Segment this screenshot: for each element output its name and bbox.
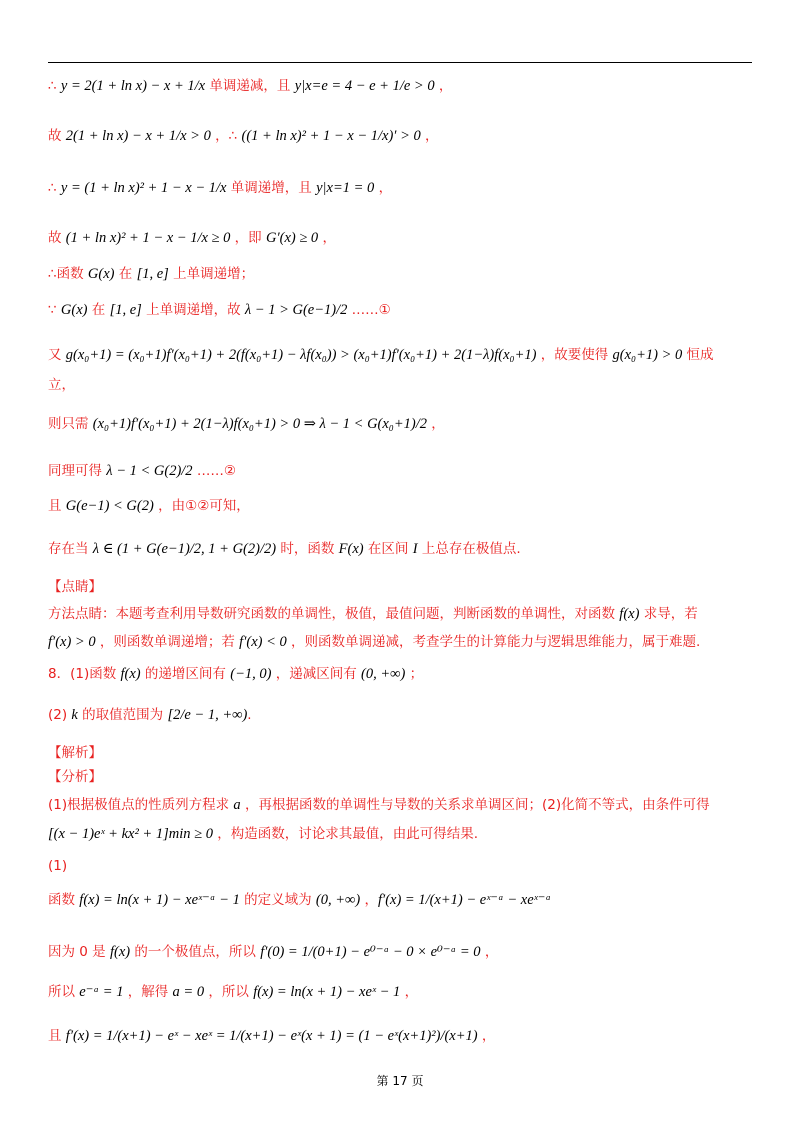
math-formula: a [233,797,241,813]
math-formula: f′(x) < 0 [239,634,287,650]
math-formula: 2(1 + ln x) − x + 1/x > 0 [65,128,211,144]
text-run: 时，函数 [276,541,339,557]
text-run: 在 [114,266,137,282]
text-run: ∴ [48,180,61,196]
text-run: 上单调递增，故 [141,302,245,318]
math-formula: e⁻ᵃ = 1 [79,984,124,1000]
text-run: 单调递增，且 [226,180,317,196]
text-line [48,888,551,909]
text-line [48,74,452,95]
text-line [48,822,478,843]
text-line [48,343,714,364]
text-run: ∴ [48,78,61,94]
text-run: ， [480,944,499,960]
math-formula: λ − 1 < G(2)/2 [106,463,193,479]
text-line [48,537,521,558]
header-rule [48,62,752,63]
math-formula: ((1 + ln x)² + 1 − x − 1/x)′ > 0 [241,128,421,144]
text-run: ，则函数单调递减，考查学生的计算能力与逻辑思维能力，属于难题. [286,634,701,650]
page-number: 第 17 页 [376,1074,424,1088]
math-formula: y|x=1 = 0 [316,180,375,196]
text-run: 【分析】 [48,769,102,785]
text-run: 在区间 [363,541,413,557]
math-formula: a = 0 [172,984,205,1000]
math-formula: λ − 1 > G(e−1)/2 [244,302,348,318]
math-formula: g(x₀+1) > 0 [612,347,683,363]
text-run: ，再根据函数的单调性与导数的关系求单调区间；(2)化简不等式，由条件可得 [240,797,710,813]
math-formula: [1, e] [136,266,169,282]
text-run: 单调递减，且 [205,78,295,94]
text-line [48,298,391,319]
math-formula: f(x) [120,666,141,682]
text-line [48,575,102,596]
text-run: ……① [347,302,391,318]
text-line [48,662,423,683]
math-formula: f′(x) = 1/(x+1) − eˣ⁻ᵃ − xeˣ⁻ᵃ [378,892,552,908]
text-run: 又 [48,347,66,363]
text-line [48,765,102,786]
math-formula: y = (1 + ln x)² + 1 − x − 1/x [60,180,227,196]
math-formula: G(e−1) < G(2) [65,498,154,514]
math-formula: f(x) = ln(x + 1) − xeˣ⁻ᵃ − 1 [79,892,240,908]
math-formula: k [71,707,78,723]
text-run: 上单调递增； [168,266,255,282]
math-formula: f(x) [109,944,131,960]
text-run: ， [360,892,378,908]
text-line [48,630,700,651]
text-run: 的一个极值点，所以 [130,944,261,960]
text-line [48,793,710,814]
text-run: ， [477,1028,496,1044]
text-run: ， [427,416,445,432]
text-run: 8．(1)函数 [48,666,121,682]
text-run: (1)根据极值点的性质列方程求 [48,797,234,813]
text-line [48,262,254,283]
text-line [48,602,698,623]
text-run: ，故要使得 [536,347,613,363]
text-line [48,494,250,515]
text-run: (2) [48,707,72,723]
math-formula: G′(x) ≥ 0 [265,230,319,246]
text-run: 函数 [48,892,80,908]
text-run: ， [434,78,453,94]
text-run: ， [374,180,393,196]
text-run: ，∴ [210,128,242,144]
math-formula: f′(x) = 1/(x+1) − eˣ − xeˣ = 1/(x+1) − eˣ(x + 1) = (1 − eˣ(x+1)²)/(x+1) [65,1028,478,1044]
text-line [48,980,418,1001]
text-run: 在 [87,302,110,318]
math-formula: y|x=e = 4 − e + 1/e > 0 [294,78,435,94]
math-formula: λ ∈ (1 + G(e−1)/2, 1 + G(2)/2) [92,541,277,557]
math-formula: G(x) [60,302,88,318]
text-line [48,741,102,762]
text-run: (1) [48,858,68,874]
math-formula: (1 + ln x)² + 1 − x − 1/x ≥ 0 [65,230,231,246]
math-formula: I [412,541,418,557]
text-run: ， [420,128,439,144]
text-run: ，所以 [204,984,254,1000]
text-line [48,176,392,197]
text-run: 【解析】 [48,745,102,761]
math-formula: (0, +∞) [361,666,406,682]
math-formula: G(x) [87,266,115,282]
text-run: ； [405,666,424,682]
text-run: 且 [48,1028,66,1044]
math-formula: f′(0) = 1/(0+1) − e⁰⁻ᵃ − 0 × e⁰⁻ᵃ = 0 [260,944,481,960]
text-run: 求导，若 [639,606,698,622]
text-line [48,1024,495,1045]
text-run: 恒成 [682,347,714,363]
text-line [48,858,67,875]
text-run: ……② [192,463,236,479]
math-formula: (x₀+1)f′(x₀+1) + 2(1−λ)f(x₀+1) > 0 ⇒ λ − 1 < G(x₀+1)/2 [92,416,427,432]
text-run: 的定义域为 [239,892,316,908]
text-run: ∵ [48,302,61,318]
text-run: 故 [48,128,66,144]
math-formula: (−1, 0) [230,666,272,682]
text-run: . [247,707,252,723]
math-formula: [1, e] [109,302,142,318]
text-run: 存在当 [48,541,93,557]
text-run: 的递增区间有 [140,666,231,682]
text-line [48,459,236,480]
text-run: 故 [48,230,66,246]
text-line [48,226,336,247]
math-formula: f(x) = ln(x + 1) − xeˣ − 1 [253,984,401,1000]
text-run: 立， [48,377,75,393]
text-run: 且 [48,498,66,514]
text-run: 同理可得 [48,463,107,479]
math-formula: (0, +∞) [315,892,361,908]
text-run: ， [318,230,336,246]
text-run: ，构造函数，讨论求其最值，由此可得结果. [212,826,479,842]
text-run: 【点睛】 [48,579,102,595]
text-run: 则只需 [48,416,93,432]
math-formula: [(x − 1)eˣ + kx² + 1]min ≥ 0 [48,826,213,842]
text-line [48,373,75,394]
math-formula: f′(x) > 0 [48,634,96,650]
text-run: 的取值范围为 [77,707,168,723]
text-line [48,124,439,145]
text-run: 方法点睛：本题考查利用导数研究函数的单调性，极值，最值问题，判断函数的单调性，对函数 [48,606,620,622]
text-run: 所以 [48,984,80,1000]
text-run: 因为 0 是 [48,944,110,960]
text-run: ，即 [230,230,266,246]
math-formula: F(x) [338,541,364,557]
math-formula: y = 2(1 + ln x) − x + 1/x [60,78,206,94]
text-run: ，由①②可知， [153,498,250,514]
text-run: ，解得 [123,984,173,1000]
text-line [48,412,445,433]
math-formula: f(x) [619,606,640,622]
text-run: ∴函数 [48,266,88,282]
text-line [48,940,498,961]
math-formula: [2/e − 1, +∞) [167,707,248,723]
text-line [48,703,252,724]
text-run: 上总存在极值点. [417,541,521,557]
math-formula: g(x₀+1) = (x₀+1)f′(x₀+1) + 2(f(x₀+1) − λf(x₀)) > (x₀+1)f′(x₀+1) + 2(1−λ)f(x₀+1) [65,347,537,363]
text-run: ，则函数单调递增；若 [95,634,240,650]
text-run: ， [400,984,419,1000]
text-run: ，递减区间有 [271,666,362,682]
